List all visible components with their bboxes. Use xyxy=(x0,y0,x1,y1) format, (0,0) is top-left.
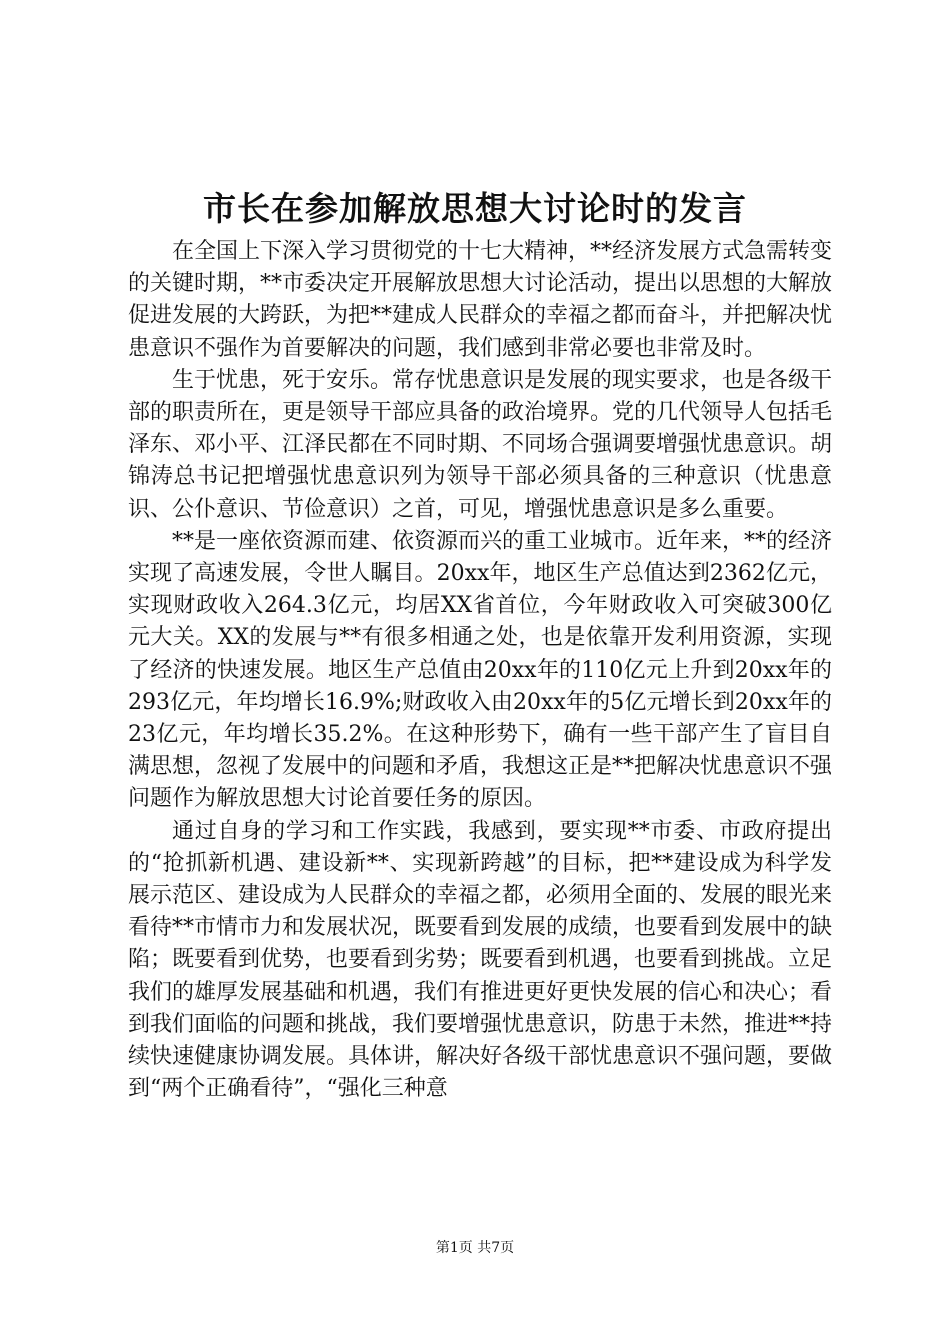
paragraph-3: **是一座依资源而建、依资源而兴的重工业城市。近年来，**的经济实现了高速发展，令世人瞩目。20xx年，地区生产总值达到2362亿元，实现财政收入264.3亿元，均居XX省首位，今年财政收入可突破300亿元大关。XX的发展与**有很多相通之处，也是依靠开发利用资源，实现了经济的快速发展。地区生产总值由20xx年的110亿元上升到20xx年的293亿元，年均增长16.9%;财政收入由20xx年的5亿元增长到20xx年的23亿元，年均增长35.2%。在这种形势下，确有一些干部产生了盲目自满思想，忽视了发展中的问题和矛盾，我想这正是**把解决忧患意识不强问题作为解放思想大讨论首要任务的原因。 xyxy=(128,528,833,812)
paragraph-4: 通过自身的学习和工作实践，我感到，要实现**市委、市政府提出的“抢抓新机遇、建设新**、实现新跨越”的目标，把**建设成为科学发展示范区、建设成为人民群众的幸福之都，必须用全面的、发展的眼光来看待**市情市力和发展状况，既要看到发展的成绩，也要看到发展中的缺陷；既要看到优势，也要看到劣势；既要看到机遇，也要看到挑战。立足我们的雄厚发展基础和机遇，我们有推进更好更快发展的信心和决心；看到我们面临的问题和挑战，我们要增强忧患意识，防患于未然，推进**持续快速健康协调发展。具体讲，解决好各级干部忧患意识不强问题，要做到“两个正确看待”，“强化三种意 xyxy=(128,818,833,1102)
paragraph-1: 在全国上下深入学习贯彻党的十七大精神，**经济发展方式急需转变的关键时期，**市委决定开展解放思想大讨论活动，提出以思想的大解放促进发展的大跨跃，为把**建成人民群众的幸福之都而奋斗，并把解决忧患意识不强作为首要解决的问题，我们感到非常必要也非常及时。 xyxy=(128,239,833,361)
document-title: 市长在参加解放思想大讨论时的发言 xyxy=(203,189,747,228)
document-body xyxy=(128,236,832,1105)
paragraph-2: 生于忧患，死于安乐。常存忧患意识是发展的现实要求，也是各级干部的职责所在，更是领导干部应具备的政治境界。党的几代领导人包括毛泽东、邓小平、江泽民都在不同时期、不同场合强调要增强忧患意识。胡锦涛总书记把增强忧患意识列为领导干部必须具备的三种意识（忧患意识、公仆意识、节俭意识）之首，可见，增强忧患意识是多么重要。 xyxy=(128,367,833,522)
page-footer: 第1页 共7页 xyxy=(435,1240,515,1256)
